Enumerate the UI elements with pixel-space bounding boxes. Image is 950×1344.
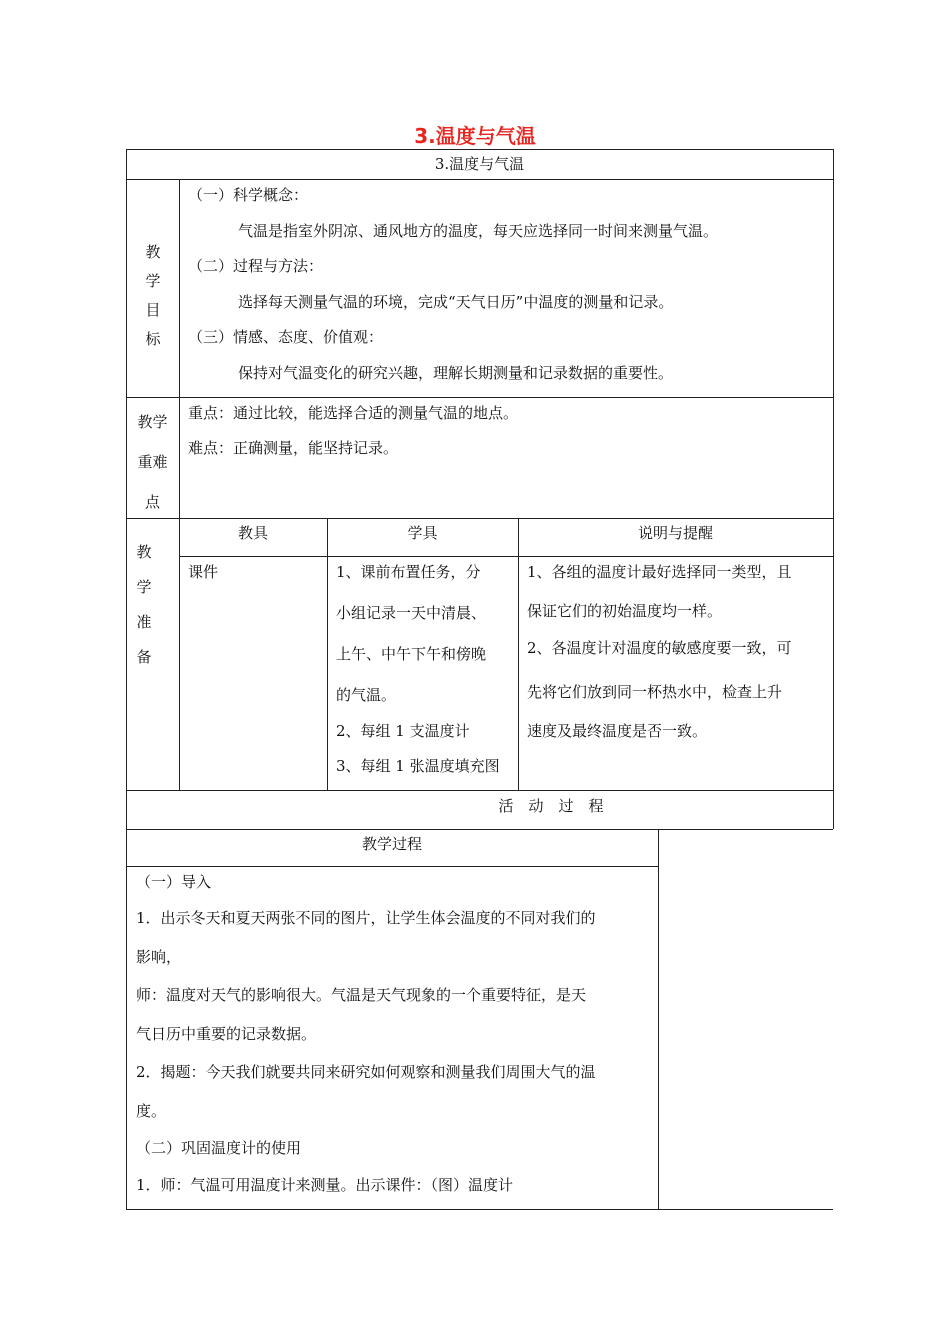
notes-line: 速度及最终温度是否一致。 [527, 722, 708, 740]
table-rule [126, 397, 833, 398]
table-col-rule [518, 518, 519, 790]
process-line: （二）巩固温度计的使用 [136, 1139, 302, 1157]
notes-line: 先将它们放到同一杯热水中，检查上升 [527, 683, 783, 701]
table-border-right [833, 149, 834, 829]
prep-label: 教 学 准 备 [136, 543, 152, 666]
process-line: 度。 [136, 1102, 167, 1120]
table-border-bottom [126, 1209, 833, 1210]
keypoints-label: 教学 重难 点 [137, 413, 168, 511]
key-point: 重点：通过比较，能选择合适的测量气温的地点。 [188, 404, 519, 422]
student-tools-line: 3、每组 1 张温度填充图 [336, 757, 500, 775]
process-line: 师：温度对天气的影响很大。气温是天气现象的一个重要特征，是天 [136, 986, 587, 1004]
goals-section-heading: （二）过程与方法： [188, 257, 324, 275]
process-line: 2．揭题：今天我们就要共同来研究如何观察和测量我们周围大气的温 [136, 1063, 596, 1081]
notes-line: 保证它们的初始温度均一样。 [527, 602, 723, 620]
process-line: 气日历中重要的记录数据。 [136, 1025, 317, 1043]
document-title: 3.温度与气温 [414, 124, 536, 148]
table-border-top [126, 149, 833, 150]
table-col-rule [179, 179, 180, 790]
teacher-tools-cell: 课件 [188, 563, 219, 581]
goals-section-text: 保持对气温变化的研究兴趣，理解长期测量和记录数据的重要性。 [238, 364, 674, 382]
table-col-rule [658, 829, 659, 1209]
student-tools-line: 1、课前布置任务，分 [336, 563, 481, 581]
table-rule [126, 790, 833, 791]
process-line: （一）导入 [136, 873, 212, 891]
notes-line: 2、各温度计对温度的敏感度要一致，可 [527, 639, 792, 657]
table-title: 3.温度与气温 [434, 155, 525, 173]
process-header: 教学过程 [361, 835, 422, 853]
student-tools-line: 上午、中午下午和傍晚 [336, 645, 487, 663]
notes-line: 1、各组的温度计最好选择同一类型，且 [527, 563, 792, 581]
table-border-left [126, 149, 127, 1209]
table-rule [179, 556, 833, 557]
prep-header-teacher-tools: 教具 [237, 524, 268, 542]
table-rule [126, 866, 658, 867]
process-line: 影响， [136, 948, 182, 966]
table-rule [126, 518, 833, 519]
student-tools-line: 2、每组 1 支温度计 [336, 722, 470, 740]
activity-header: 活 动 过 程 [498, 797, 604, 815]
prep-header-student-tools: 学具 [407, 524, 438, 542]
prep-header-notes: 说明与提醒 [637, 524, 713, 542]
student-tools-line: 小组记录一天中清晨、 [336, 604, 487, 622]
goals-section-text: 气温是指室外阴凉、通风地方的温度，每天应选择同一时间来测量气温。 [238, 222, 719, 240]
process-line: 1．师：气温可用温度计来测量。出示课件：（图）温度计 [136, 1176, 514, 1194]
goals-section-heading: （三）情感、态度、价值观： [188, 328, 384, 346]
student-tools-line: 的气温。 [336, 686, 397, 704]
process-line: 1．出示冬天和夏天两张不同的图片，让学生体会温度的不同对我们的 [136, 909, 596, 927]
table-rule [126, 829, 833, 830]
difficult-point: 难点：正确测量，能坚持记录。 [188, 439, 399, 457]
table-rule [126, 179, 833, 180]
goals-section-text: 选择每天测量气温的环境，完成“天气日历”中温度的测量和记录。 [238, 293, 674, 311]
goals-label: 教 学 目 标 [145, 243, 161, 348]
table-col-rule [327, 518, 328, 790]
goals-section-heading: （一）科学概念： [188, 186, 309, 204]
